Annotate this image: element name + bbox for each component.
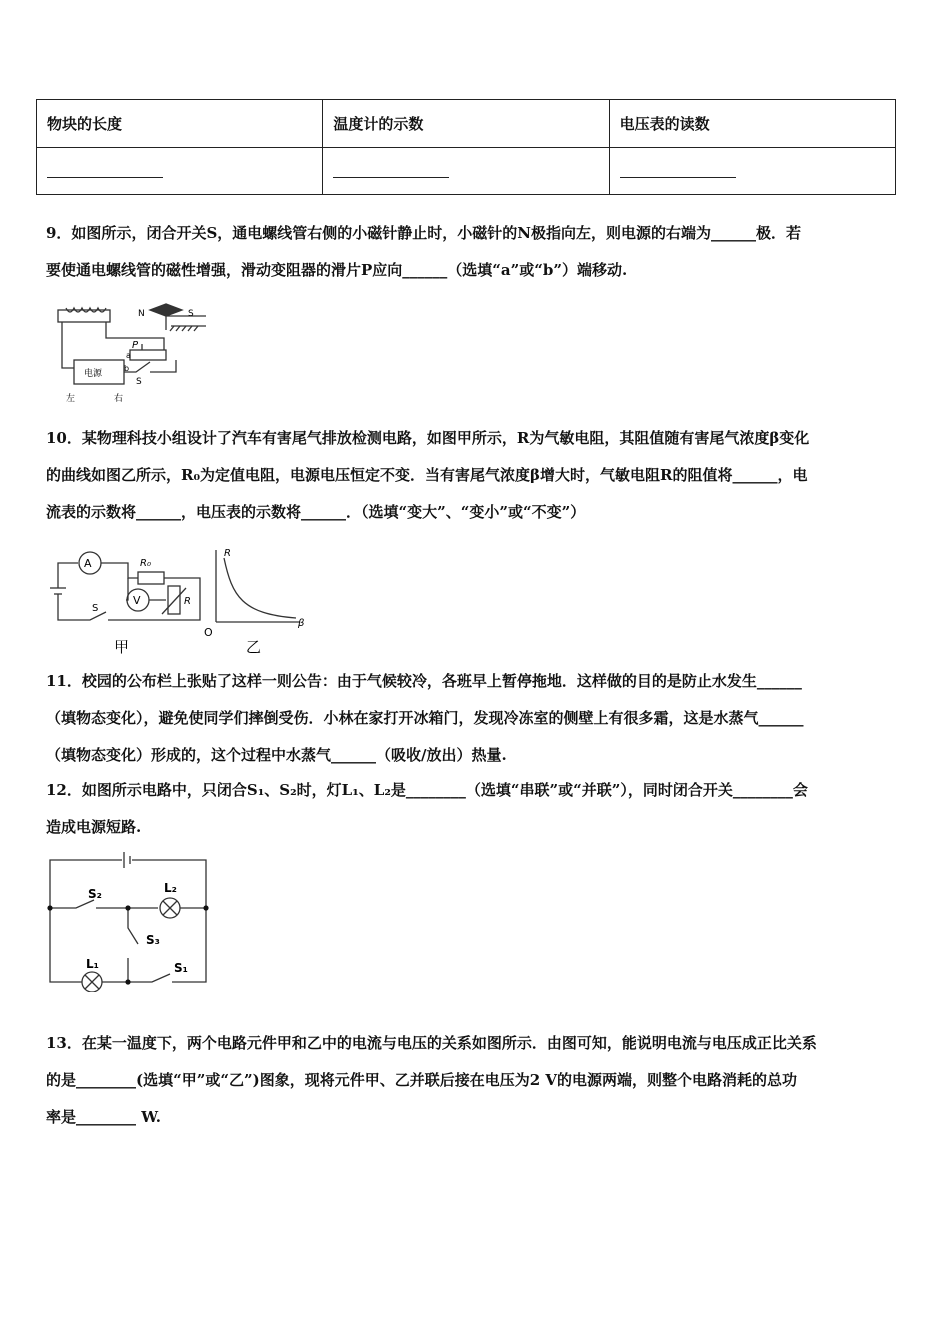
ammeter-label: A	[84, 557, 92, 570]
compass-label-n: N	[138, 309, 145, 319]
question-11	[46, 663, 906, 774]
resistor-r	[168, 586, 180, 614]
wire	[50, 908, 82, 982]
rheostat-label-b: b	[124, 364, 130, 373]
question-text: 11．校园的公布栏上张贴了这样一则公告：由于气候较冷，各班早上暂停拖地．这样做的目的是防止水发生______	[46, 672, 802, 690]
figure-label-yi: 乙	[246, 638, 262, 656]
y-axis-label: R	[224, 548, 231, 559]
switch-label: S	[92, 603, 99, 614]
resistor-r-label: R	[184, 596, 191, 607]
rheostat	[130, 350, 166, 360]
switch-s3	[128, 908, 138, 944]
question-text: 造成电源短路.	[46, 818, 142, 836]
lamp-l2-label: L₂	[164, 881, 177, 895]
rheostat-label-a: a	[126, 351, 131, 360]
gas-sensor-figure	[46, 536, 312, 658]
wire	[62, 322, 74, 368]
question-text: 率是________ W.	[46, 1108, 161, 1126]
compass-label-s: S	[188, 309, 194, 319]
switch-lamp-circuit-figure	[46, 848, 212, 992]
question-text: 流表的示数将______，电压表的示数将______．（选填“变大”、“变小”或“不变”）	[46, 503, 586, 521]
switch-s1	[102, 974, 170, 982]
question-text: 13．在某一温度下，两个电路元件甲和乙中的电流与电压的关系如图所示．由图可知，能说明电流与电压成正比关系	[46, 1034, 817, 1052]
switch-s2-label: S₂	[88, 887, 102, 901]
switch-s1-label: S₁	[174, 961, 188, 975]
question-text: （填物态变化），避免使同学们摔倒受伤．小林在家打开冰箱门，发现冷冻室的侧壁上有很多霜，这是水蒸气______	[46, 709, 804, 727]
voltmeter-label: V	[133, 594, 141, 607]
table-header-voltage: 电压表的读数	[609, 100, 895, 148]
terminal-right-label: 右	[114, 394, 124, 404]
wire	[58, 563, 78, 588]
wire	[50, 860, 122, 908]
compass-needle	[150, 304, 182, 316]
answer-table	[36, 99, 896, 195]
terminal-left-label: 左	[66, 394, 76, 404]
switch-s2	[50, 900, 94, 908]
figure-label-jia: 甲	[114, 638, 130, 656]
wire	[150, 360, 176, 372]
question-text: 12．如图所示电路中，只闭合S₁、S₂时，灯L₁、L₂是________（选填“串联”或“并联”），同时闭合开关________会	[46, 781, 808, 799]
question-10	[46, 420, 906, 531]
question-13	[46, 1025, 906, 1136]
table-cell-blank[interactable]	[37, 147, 323, 195]
table-header-temperature: 温度计的示数	[323, 100, 609, 148]
table-cell-blank[interactable]	[323, 147, 609, 195]
wire	[101, 563, 138, 578]
solenoid-circuit-figure	[46, 298, 206, 406]
variable-arrow	[162, 588, 186, 614]
switch-s3-label: S₃	[146, 933, 160, 947]
question-text: 要使通电螺线管的磁性增强，滑动变阻器的滑片P应向______（选填“a”或“b”）端移动.	[46, 261, 628, 279]
table-cell-blank[interactable]	[609, 147, 895, 195]
r-beta-curve	[224, 558, 296, 618]
question-text: 的曲线如图乙所示，R₀为定值电阻，电源电压恒定不变．当有害尾气浓度β增大时，气敏电阻R的阻值将______，电	[46, 466, 808, 484]
resistor-r0-label: R₀	[140, 558, 151, 569]
question-text: 10．某物理科技小组设计了汽车有害尾气排放检测电路，如图甲所示，R为气敏电阻，其阻值随有害尾气浓度β变化	[46, 429, 810, 447]
switch-label-s: S	[136, 377, 142, 387]
origin-label: O	[204, 626, 213, 639]
question-9	[46, 215, 906, 289]
power-source-label: 电源	[84, 369, 103, 379]
question-12	[46, 772, 906, 846]
resistor-r0	[138, 572, 164, 584]
question-text: 的是________(选填“甲”或“乙”)图象，现将元件甲、乙并联后接在电压为2 V的电源两端，则整个电路消耗的总功	[46, 1071, 798, 1089]
slider-label-p: P	[132, 340, 139, 351]
table-header-length: 物块的长度	[37, 100, 323, 148]
switch-wire	[58, 594, 106, 620]
lamp-l1-label: L₁	[86, 957, 99, 971]
x-axis-label: β	[298, 618, 305, 629]
question-text: 9．如图所示，闭合开关S，通电螺线管右侧的小磁针静止时，小磁针的N极指向左，则电源的右端为______极．若	[46, 224, 801, 242]
question-text: （填物态变化）形成的，这个过程中水蒸气______（吸收/放出）热量.	[46, 746, 507, 764]
